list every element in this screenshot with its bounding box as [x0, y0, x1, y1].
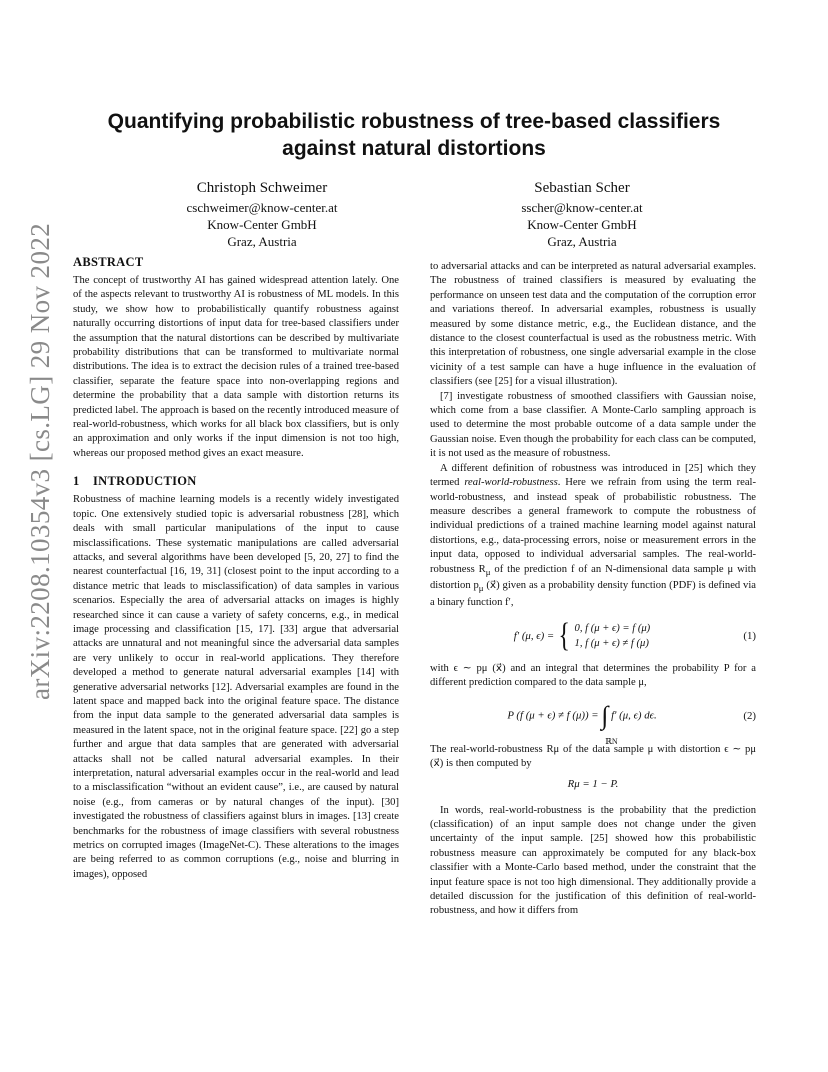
- author-location: Graz, Austria: [227, 234, 297, 249]
- integral-domain: ℝN: [605, 736, 618, 746]
- abstract-heading: ABSTRACT: [73, 255, 144, 269]
- left-brace: {: [558, 616, 571, 654]
- paper-title: Quantifying probabilistic robustness of tree-based classifiers against natural distortions: [107, 110, 721, 160]
- text-run: A different definition of robustness was introduced in [25] which they termed: [430, 462, 756, 489]
- section-title: INTRODUCTION: [93, 474, 197, 489]
- author-name: Sebastian Scher: [534, 180, 630, 196]
- text-run: (x⃗) given as a probability density function (PDF) is defined via a binary function f′,: [430, 580, 756, 608]
- integral-sign: ∫ ℝN: [601, 703, 608, 729]
- arxiv-identifier: arXiv:2208.10354v3 [cs.LG] 29 Nov 2022: [25, 222, 55, 700]
- equation-number: (1): [743, 629, 756, 642]
- author-email: cschweimer@know-center.at: [186, 200, 338, 215]
- equation-rhs: f′ (μ, ϵ) dϵ.: [611, 709, 657, 722]
- equation-body: Rμ = 1 − P.: [567, 778, 619, 791]
- equation-cases: [575, 621, 651, 651]
- author-location: Graz, Austria: [547, 234, 617, 249]
- author-name: Christoph Schweimer: [196, 180, 328, 196]
- intro-paragraph-2: to adversarial attacks and can be interpreted as natural adversarial examples. The robustness of trained classifiers is measured by evaluating the performance on unseen test data and the computation of the corruption error and variations thereof. In adversarial examples, robustness is usually measured by some distance metric, e.g., the Euclidean distance, and the distance to the closest counterfactual is used as the robustness metric. With this interpretation of robustness, one single adversarial example in the close vicinity of a test sample can have a huge influence in the evaluation of classifiers (see [25] for a visual illustration).: [430, 261, 756, 388]
- emphasis-term: real-world-robustness: [464, 477, 558, 489]
- text-run: . Here we refrain from using the term real-world-robustness, and instead speak of probabilistic robustness. The measure describes a general framework to compute the robustness of individual predictions of a trained machine learning model against natural distortions, e.g., data-processing errors, noise or measurement errors in the input data, opposed to individual adversarial samples. The real-world-robustness R: [430, 477, 756, 575]
- intro-paragraph-6: The real-world-robustness Rμ of the data sample μ with distortion ϵ ∼ pμ (x⃗) is then computed by: [430, 743, 756, 770]
- equation-lhs: f′ (μ, ϵ) =: [513, 629, 555, 642]
- case-1: 0, f (μ + ϵ) = f (μ): [574, 622, 651, 634]
- equation-1: [430, 616, 756, 656]
- left-column: [73, 254, 399, 882]
- author-block-1: [112, 178, 412, 250]
- equation-number: (2): [743, 709, 756, 722]
- abstract-text: The concept of trustworthy AI has gained widespread attention lately. One of the aspects relevant to trustworthy AI is robustness of ML models. In this study, we show how to probabilistically quantify robustness against naturally occurring distortions of input data for tree-based classifiers under the assumption that the natural distortions can be described by multivariate probability distributions that can be transformed to multivariate normal distributions. The idea is to extract the decision rules of a trained tree-based classifier, separate the feature space into non-overlapping regions and determine the probability that a data sample with distortion returns its predicted label. The approach is based on the recently introduced measure of real-world-robustness, which works for all black box classifiers, but is only an approximation and only works if the input dimension is not too high, whereas our proposed method gives an exact measure.: [73, 275, 399, 459]
- author-affiliation: Know-Center GmbH: [207, 217, 317, 232]
- right-column: [430, 260, 756, 919]
- equation-2: [430, 695, 756, 746]
- author-email: sscher@know-center.at: [521, 200, 643, 215]
- introduction-heading: [73, 473, 399, 489]
- intro-paragraph-5: with ϵ ∼ pμ (x⃗) and an integral that determines the probability P for a different prediction compared to the data sample μ,: [430, 662, 756, 689]
- author-block-2: [432, 178, 732, 250]
- section-number: 1: [73, 474, 80, 489]
- equation-3: [430, 776, 756, 794]
- intro-paragraph-3: [7] investigate robustness of smoothed classifiers with Gaussian noise, which come from a base classifier. A Monte-Carlo sampling approach is used to determine the most probable outcome of a data sample under the Gaussian noise. Even though the probability for each class can be computed, it is not used as the measure of robustness.: [430, 390, 756, 460]
- equation-lhs: P (f (μ + ϵ) ≠ f (μ)) =: [507, 709, 599, 722]
- author-affiliation: Know-Center GmbH: [527, 217, 637, 232]
- intro-paragraph-1: Robustness of machine learning models is a recently widely investigated topic. One extensively studied topic is adversarial robustness [28], which deals with small particular manipulations of the input to cause misclassifications. These systematic manipulations are called adversarial attacks, and several algorithms have been developed [5, 20, 27] to find the nearest counterfactual [16, 19, 31] (closest point to the input according to a distance metric that leads to misclassification) of data samples in various scenarios. Especially the area of adversarial attacks on images is highly researched since it can cause a variety of safety concerns, e.g., in medical image processing and classification [15, 17]. [33] argue that adversarial attacks are unnatural and not meaningful since the adversarial data samples are very unlikely to occur in real-world applications. They therefore developed a method to generate natural adversarial examples [14] with generative adversarial networks [12]. Adversarial examples are found in the latent space and mapped back into the original feature space. The distance from the input data sample to the generated adversarial data samples is measured in the latent space, not in the original feature space. [22] go a step further and argue that data samples that are generated with adversarial attacks shall not be called natural adversarial examples. In their interpretation, natural adversarial examples occur in the real-world and lead to a misclassification “without an evident cause”, i.e., are caused by natural noise (e.g., from cameras or by natural changes of the input). [30] investigated the robustness of classifiers against blurs in images. [13] create benchmarks for the robustness of image classifiers with several robustness metrics on corrupted images (ImageNet-C). These alterations to the images are being referred to as common corruptions (e.g., noise and blurring in images), opposed: [73, 494, 399, 880]
- case-2: 1, f (μ + ϵ) ≠ f (μ): [574, 637, 649, 649]
- text-run: of the prediction f of an N-dimensional data sample μ with distortion p: [430, 563, 756, 592]
- arxiv-sidebar: [24, 222, 56, 700]
- intro-paragraph-7: In words, real-world-robustness is the probability that the prediction (classification) of an input sample does not change under the given uncertainty of the input sample. [25] showed how this probabilistic robustness measure can approximately be computed for any black-box classifier with a Monte-Carlo based method, under the constraint that the input feature space is not too high dimensional. They additionally provide a detailed discussion for the justification of this definition of real-world-robustness, and how it differs from: [430, 804, 756, 917]
- intro-paragraph-4: A different definition of robustness was introduced in [25] which they termed real-world-robustness. Here we refrain from using the term real-world-robustness, and instead speak of probabilistic robustness. The measure describes a general framework to compute the robustness of individual predictions of a trained machine learning model against natural distortions, e.g., data-processing errors, noise or measurement errors in the input data, opposed to individual adversarial samples. The real-world-robustness $R_\mu$ of the prediction f of an N-dimensional data sample μ with distortion $p_\mu$ (x⃗) given as a probability density function (PDF) is defined via a binary function f′,: [430, 462, 756, 608]
